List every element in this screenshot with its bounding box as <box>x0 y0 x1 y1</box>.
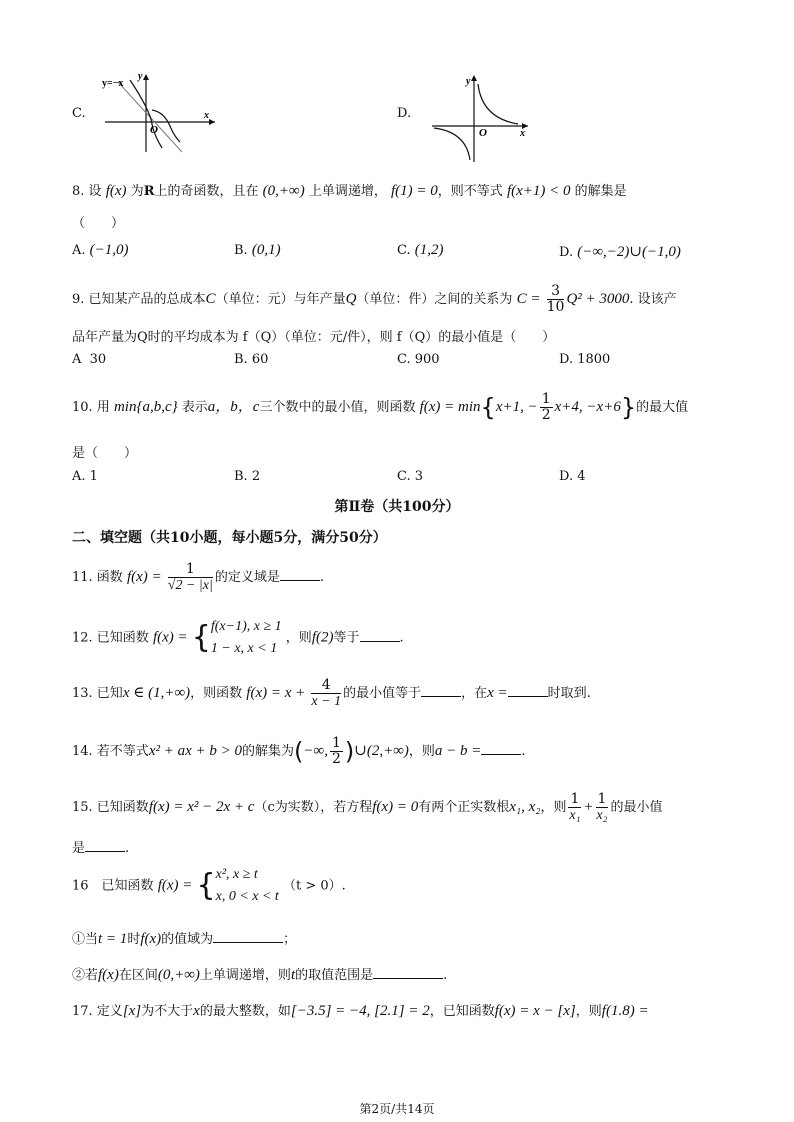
question-15-line1: 15. 已知函数f(x) = x² − 2x + c（c为实数），若方程f(x) = 0有两个正实数根x₁, x₂，则 $\frac{1}{\text{x₁}}$ + $\frac{1}{\text{x₂}}$ 的最小值 <box>72 791 663 823</box>
q9-option-a[interactable]: A 30 <box>72 352 107 367</box>
q16-cases: x², x ≥ t x, 0 < x < t <box>215 867 279 904</box>
q9-fraction: $\frac{3}{10}$ <box>546 283 565 315</box>
q10-option-c[interactable]: C. 3 <box>397 469 424 484</box>
graph-c-x-label: x <box>204 110 209 121</box>
q8-option-b[interactable]: B. (0,1) <box>234 242 281 258</box>
graph-d-curve-left <box>434 128 470 160</box>
q16-part2-blank[interactable] <box>373 966 443 979</box>
q13-fraction: $\frac{4}{x - 1}$ <box>311 677 342 709</box>
q8-option-d[interactable]: D. (−∞,−2)∪(−1,0) <box>559 244 681 260</box>
question-8-paren: （ ） <box>72 216 125 231</box>
q9-option-d[interactable]: D. 1800 <box>559 352 611 367</box>
graph-c-origin-label: O <box>150 124 158 136</box>
graph-c-x-arrow <box>209 119 215 125</box>
graph-d-y-arrow <box>471 75 477 81</box>
q8-option-a[interactable]: A. (−1,0) <box>72 242 129 258</box>
q13-min-blank[interactable] <box>421 684 461 697</box>
graph-d-x-label: x <box>520 128 525 139</box>
question-17: 17. 定义[x]为不大于x的最大整数，如[−3.5] = −4, [2.1] = 2，已知函数f(x) = x − [x]，则f(1.8) = <box>72 1003 649 1019</box>
part2-title: 第Ⅱ卷（共100分） <box>334 499 460 515</box>
option-d-label: D. <box>397 106 412 121</box>
q13-x-blank[interactable] <box>508 684 548 697</box>
q12-cases: f(x−1), x ≥ 1 1 − x, x < 1 <box>210 619 282 656</box>
q10-option-a[interactable]: A. 1 <box>72 469 98 484</box>
q10-option-d[interactable]: D. 4 <box>559 469 586 484</box>
q16-part1-blank[interactable] <box>213 930 283 943</box>
question-10-line1: 10. 用 min{a,b,c} 表示a，b，c三个数中的最小值，则函数 f(x) = min{x+1, − $\frac{1}{2}$ x+4, −x+6}的最大值 <box>72 391 689 423</box>
q10-option-b[interactable]: B. 2 <box>234 469 261 484</box>
question-16-part1: ①当t = 1时f(x)的值域为 ； <box>72 931 297 947</box>
q8-option-c[interactable]: C. (1,2) <box>397 242 444 258</box>
q14-fraction: $\frac{1}{2}$ <box>331 735 341 767</box>
q14-answer-blank[interactable] <box>481 742 521 755</box>
question-16: 16 已知函数 f(x) = { x², x ≥ t x, 0 < x < t （t > 0）. <box>72 864 346 908</box>
q9-option-b[interactable]: B. 60 <box>234 352 269 367</box>
q12-answer-blank[interactable] <box>360 629 400 642</box>
page-footer: 第2页/共14页 <box>359 1102 435 1116</box>
q15-fraction-2: $\frac{1}{\text{x₂}}$ <box>596 791 608 823</box>
graph-c-asymptote-label: y=−x <box>102 78 124 89</box>
q15-answer-blank[interactable] <box>85 839 125 852</box>
graph-d-origin-label: O <box>479 127 487 139</box>
question-9-line2: 品年产量为Q时的平均成本为 f（Q）（单位：元/件），则 f（Q）的最小值是（ ） <box>72 330 556 345</box>
graph-c-y-arrow <box>143 74 149 80</box>
section2-title: 二、填空题（共10小题，每小题5分，满分50分） <box>72 530 387 546</box>
graph-d-curve-right <box>478 84 518 124</box>
question-16-part2: ②若f(x)在区间(0,+∞)上单调递增，则t的取值范围是 . <box>72 967 448 983</box>
question-8: 8. 设 f(x) 为R上的奇函数，且在 (0,+∞) 上单调递增， f(1) = 0，则不等式 f(x+1) < 0 的解集是 <box>72 183 627 199</box>
q9-option-c[interactable]: C. 900 <box>397 352 440 367</box>
q11-answer-blank[interactable] <box>280 568 320 581</box>
question-14: 14. 若不等式x² + ax + b > 0的解集为(−∞, $\frac{1}{2}$ )∪(2,+∞)，则a − b = . <box>72 735 526 767</box>
graph-c-y-label: y <box>138 71 143 82</box>
question-11: 11. 函数 f(x) = $\frac{1}{√2 - |x|}$ 的定义域是 . <box>72 561 324 593</box>
question-12: 12. 已知函数 f(x) = { f(x−1), x ≥ 1 1 − x, x < 1 ，则f(2)等于 . <box>72 616 404 660</box>
question-13: 13. 已知x ∈ (1,+∞)，则函数 f(x) = x + $\frac{4}{x - 1}$ 的最小值等于 ，在x = 时取到. <box>72 677 591 709</box>
question-10-line2: 是（ ） <box>72 446 138 461</box>
q11-fraction: $\frac{1}{√2 - |x|}$ <box>167 561 213 593</box>
graph-d-y-label: y <box>466 76 471 87</box>
question-15-line2: 是 . <box>72 841 130 856</box>
q10-half: $\frac{1}{2}$ <box>541 391 551 423</box>
question-9-line1: 9. 已知某产品的总成本C（单位：元）与年产量Q（单位：件）之间的关系为 C = $\frac{3}{10}$ Q² + 3000. 设该产 <box>72 283 677 315</box>
q15-fraction-1: $\frac{1}{\text{x₁}}$ <box>569 791 581 823</box>
graph-d <box>430 70 535 165</box>
option-c-label: C. <box>72 106 86 121</box>
graph-c <box>100 70 220 155</box>
